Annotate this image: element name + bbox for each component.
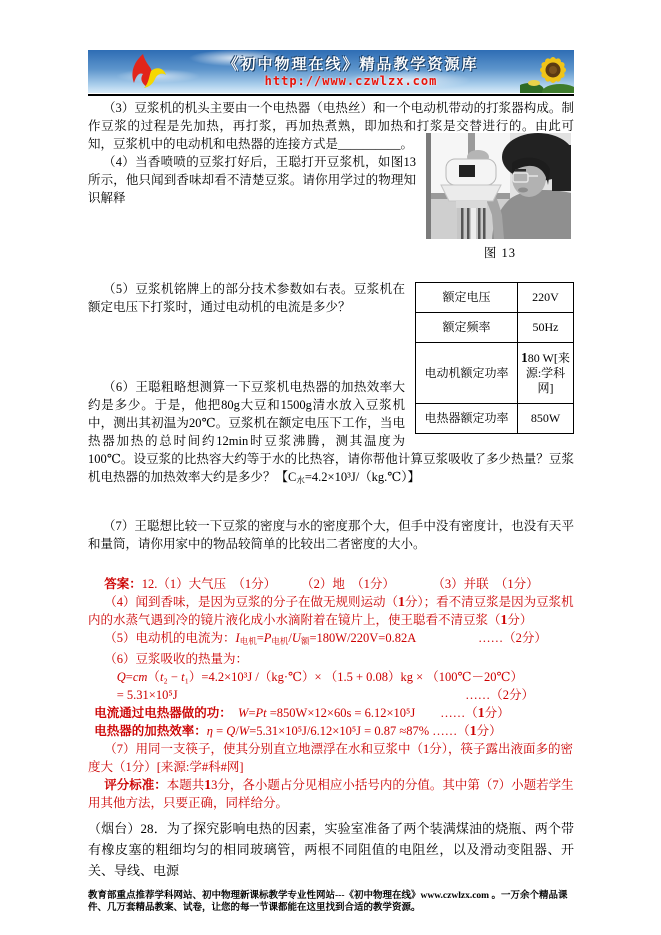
answer-line-6-title: （6）豆浆吸收的热量为：: [104, 652, 249, 666]
nameplate-value: 180 W[来源:学科网]: [518, 343, 574, 404]
nameplate-label: 电热器额定功率: [416, 404, 518, 434]
question-6-text: （6）王聪粗略想测算一下豆浆机电热器的加热效率大约是多少。于是，他把80g大豆和1500g清水放入豆浆机中，测出其初温为20℃。豆浆机在额定电压下工作，当电热器加热的总时间约12min时豆浆沸腾，测其温度为100℃。设豆浆的比热容大约等于水的比热容，请你帮他计算豆浆吸收了多少热量？豆浆机电热器的加热效率大约是多少？【$C_水=4.2\times 10^3J/(kg.℃)$】: [88, 380, 574, 485]
banner-divider: [88, 94, 574, 96]
nameplate-label: 额定电压: [416, 283, 518, 313]
site-banner: [88, 50, 574, 93]
question-5-6-section: [88, 266, 574, 489]
answers-block: [88, 575, 574, 812]
figure-13-caption: 图 13: [483, 246, 517, 260]
nameplate-value: 220V: [518, 283, 574, 313]
nameplate-label: 电动机额定功率: [416, 343, 518, 404]
document-content: [88, 50, 574, 914]
nameplate-table: [415, 282, 574, 434]
physics-online-logo-icon: [126, 53, 168, 90]
answer-line-5: （5）电动机的电流为：$I_{电机}=P_{电机}/U_额=180W/220V=0.82A$ ……（2分）: [104, 631, 547, 646]
question-5-text: （5）豆浆机铭牌上的部分技术参数如右表。豆浆机在额定电压下打浆时，通过电动机的电流是多少？: [88, 282, 405, 314]
question-3-text: （3）豆浆机的机头主要由一个电热器（电热丝）和一个电动机带动的打浆器构成。制作豆浆的过程是先加热，再打浆，再加热煮熟，即加热和打浆是交替进行的。由此可知，豆浆机中的电动机和电热器的连接方式是__________。: [88, 101, 574, 151]
answer-heat-result: = 5.31×10⁵J ……（2分）: [116, 688, 534, 702]
answer-line-1: 答案：12.（1）大气压 （1分） （2）地 （1分） （3）并联 （1分）: [104, 577, 539, 591]
nameplate-value: 850W: [518, 404, 574, 434]
answer-line-4: （4）闻到香味，是因为豆浆的分子在做无规则运动（1分）；看不清豆浆是因为豆浆机内的水蒸气遇到冷的镜片液化成小水滴附着在镜片上，使王聪看不清豆浆（1分）: [88, 594, 574, 627]
nameplate-value: 50Hz: [518, 313, 574, 343]
table-row: [416, 343, 574, 404]
question-28-text: （烟台）28．为了探究影响电热的因素，实验室准备了两个装满煤油的烧瓶、两个带有橡皮塞的粗细均匀的相同玻璃管，两根不同阻值的电阻丝，以及滑动变阻器、开关、导线、电源: [88, 821, 574, 878]
answer-heat-formula: Q=cm（t₂ − t₁）=4.2×10³J /（kg·℃）× （1.5 + 0.08）kg × （100℃－20℃）: [116, 670, 524, 684]
answer-efficiency-line: 电热器的加热效率：η = Q/W=5.31×10⁵J/6.12×10⁵J = 0.87 ≈87% ……（1分）: [94, 723, 502, 738]
question-7-text: （7）王聪想比较一下豆浆的密度与水的密度那个大，但手中没有密度计，也没有天平和量筒，请你用家中的物品较简单的比较出二者密度的大小。: [88, 519, 574, 551]
table-row: [416, 404, 574, 434]
footer-note: 教育部重点推荐学科网站、初中物理新课标教学专业性网站---《初中物理在线》www.czwlzx.com 。一万余个精品课件、几万套精品教案、试卷，让您的每一节课都能在这里找到合适的教学资源。: [88, 891, 568, 913]
question-4-text: （4）当香喷喷的豆浆打好后，王聪打开豆浆机，如图13所示，他只闻到香味却看不清楚豆浆。请你用学过的物理知识解释: [88, 155, 416, 205]
banner-title: 《初中物理在线》精品教学资源库: [223, 57, 479, 73]
grading-standard-line: 评分标准：本题共13分，各小题占分见相应小括号内的分值。其中第（7）小题若学生用其他方法，只要正确，同样给分。: [88, 777, 574, 810]
question-4-section: [88, 153, 574, 260]
answer-line-7: （7）用同一支筷子，使其分别直立地漂浮在水和豆浆中（1分），筷子露出液面多的密度大（1分）[来源:学#科#网]: [88, 742, 574, 774]
table-row: [416, 313, 574, 343]
soymilk-machine-photo: [426, 133, 571, 239]
answer-work-line: 电流通过电热器做的功： W=Pt =850W×12×60s = 6.12×10⁵J ……（1分）: [94, 705, 510, 720]
nameplate-label: 额定频率: [416, 313, 518, 343]
figure-13: [426, 133, 574, 262]
table-row: [416, 283, 574, 313]
sunflower-icon: [520, 50, 574, 93]
banner-url-link[interactable]: http://www.czwlzx.com: [264, 74, 438, 88]
